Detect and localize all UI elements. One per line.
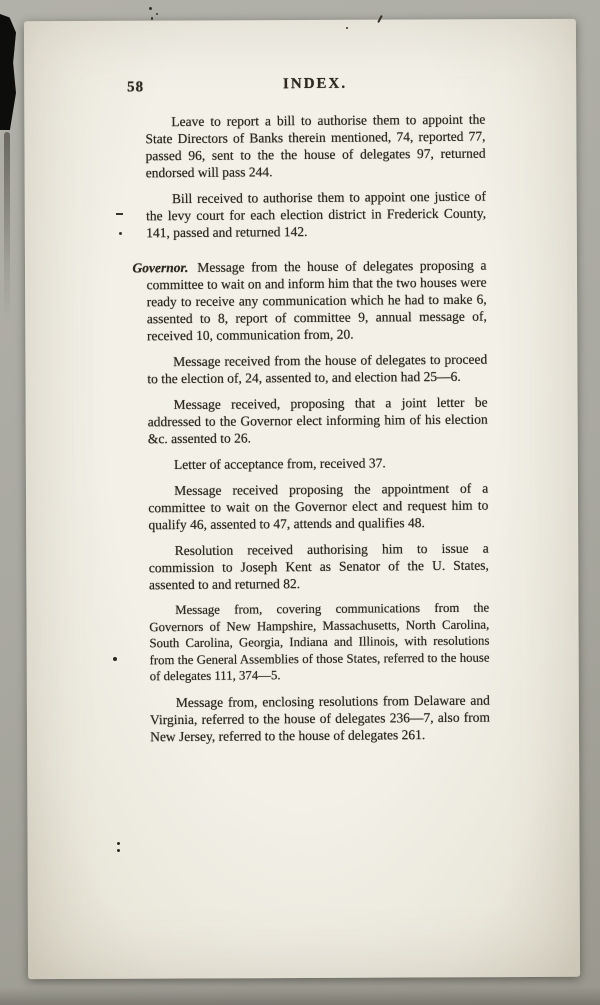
entry-text: Letter of acceptance from, received 37. <box>173 455 386 473</box>
entry-text: Bill received to authorise them to appoint one justice of the levy court for each election district in Frederick County, 141, passed and returned 142. <box>146 188 487 241</box>
index-entry <box>149 540 489 594</box>
scan-edge-shadow <box>0 987 600 1005</box>
margin-mark-colon <box>117 842 120 852</box>
index-entry <box>148 454 488 474</box>
entry-text: Message received proposing the appointment of a committee to wait on the Governor elect and request him to qualify 46, assented to 47, attends and qualifies 48. <box>148 480 489 533</box>
index-text-column <box>126 75 491 754</box>
entry-text: Message from, covering communications from the Governors of New Hampshire, Massachusetts, North Carolina, South Carolina, Georgia, Indiana and Illinois, with resolutions from the General Assemblies of those States, referred to the house of delegates 111, 374—5. <box>149 600 490 684</box>
scan-speck <box>346 27 348 29</box>
scan-artifact-black-blob <box>0 14 16 130</box>
entry-text: Resolution received authorising him to issue a commission to Joseph Kent as Senator of the U. States, assented to and returned 82. <box>148 540 489 593</box>
entry-text: Message received, proposing that a joint letter be addressed to the Governor elect informing him of his election &c. assented to 26. <box>147 394 488 447</box>
entry-text: Leave to report a bill to authorise them to appoint the State Directors of Banks therein mentioned, 74, reported 77, passed 96, sent to the the house of delegates 97, returned endorsed will pass 244. <box>145 111 486 181</box>
scan-speck <box>149 7 152 10</box>
entry-text: Message from, enclosing resolutions from Delaware and Virginia, referred to the house of delegates 236—7, also from New Jersey, referred to the house of delegates 261. <box>149 692 491 744</box>
index-entry <box>149 600 490 685</box>
index-entry-governor <box>132 257 487 345</box>
index-entry <box>146 188 486 242</box>
page-title: INDEX. <box>282 75 348 93</box>
entry-text: Message received from the house of delegates to proceed to the election of, 24, assented to, and election had 25—6. <box>147 351 488 387</box>
page-number: 58 <box>126 79 145 96</box>
margin-mark-dash <box>116 213 123 215</box>
margin-mark-dot <box>119 232 122 235</box>
scan-speck <box>151 17 153 20</box>
index-entry <box>148 480 488 534</box>
index-entry <box>147 351 487 388</box>
margin-mark-bullet <box>113 657 117 661</box>
index-entry <box>147 394 487 448</box>
index-entry <box>150 691 490 745</box>
scan-artifact-edge-smudge <box>4 132 10 322</box>
scan-speck <box>156 13 158 15</box>
entry-text: Message from the house of delegates proposing a committee to wait on and inform him that the two houses were ready to receive any communication which he had to make 6, assented to 8, report of committee 9, annual message of, received 10, communication from, 20. <box>146 257 487 344</box>
entry-headword: Governor. <box>132 259 189 276</box>
page-header <box>126 75 485 102</box>
index-entry <box>145 111 486 182</box>
book-page <box>24 19 580 979</box>
